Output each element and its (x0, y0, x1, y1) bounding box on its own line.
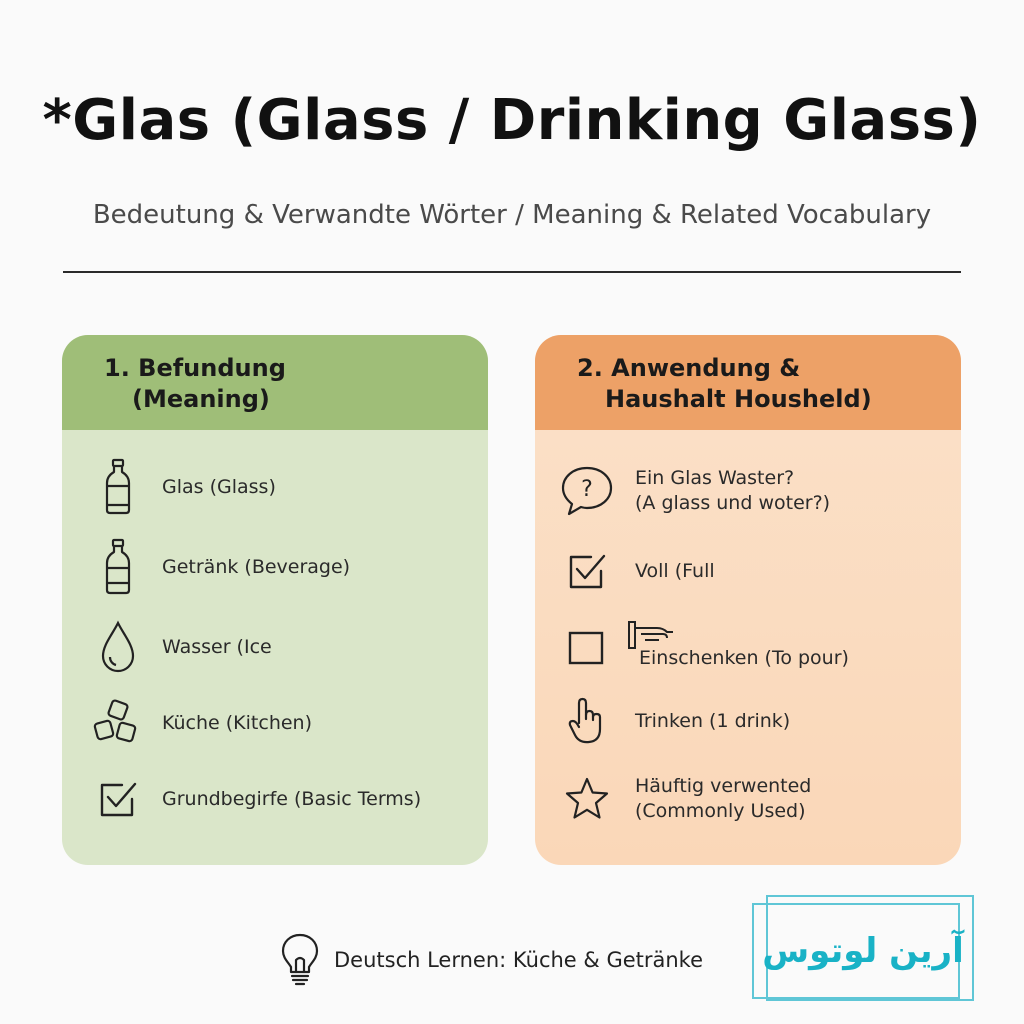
list-item (62, 459, 488, 515)
item-label: Wasser (Ice (162, 635, 272, 658)
item-label: Trinken (1 drink) (635, 709, 791, 732)
water-drop-icon (90, 619, 146, 675)
list-item (535, 771, 961, 827)
item-label: Getränk (Beverage) (162, 555, 351, 578)
list-item (535, 617, 961, 673)
checkbox-checked-icon (559, 543, 615, 599)
usage-card-title: 2. Anwendung & (577, 354, 801, 382)
checkbox-checked-icon (90, 771, 146, 827)
page-title: *Glas (Glass / Drinking Glass) (42, 88, 982, 153)
ice-cubes-icon (90, 695, 146, 751)
list-item (62, 539, 488, 595)
page-subtitle: Bedeutung & Verwandte Wörter / Meaning & Related Vocabulary (92, 200, 932, 230)
title-divider (63, 271, 961, 273)
item-label: Ein Glas Waster? (A glass und woter?) (635, 467, 831, 514)
usage-card-header (535, 335, 961, 430)
empty-checkbox-icon (559, 617, 615, 673)
list-item (535, 693, 961, 749)
list-item (535, 543, 961, 599)
item-label: Einschenken (To pour) (639, 620, 849, 671)
list-item (62, 619, 488, 675)
star-icon (559, 771, 615, 827)
lightbulb-icon (280, 932, 320, 988)
list-item (62, 695, 488, 751)
usage-card-subtitle: Haushalt Housheld) (605, 385, 872, 413)
bottle-icon (90, 539, 146, 595)
item-label: Häuftig verwented (Commonly Used) (635, 775, 812, 822)
meaning-card (62, 335, 488, 865)
list-item (535, 463, 961, 519)
footer (280, 930, 703, 990)
bottle-icon (90, 459, 146, 515)
item-label: Glas (Glass) (162, 475, 276, 498)
footer-text: Deutsch Lernen: Küche & Getränke (334, 948, 704, 972)
question-bubble-icon (559, 463, 615, 519)
pointing-hand-icon (559, 693, 615, 749)
meaning-card-subtitle: (Meaning) (132, 385, 270, 413)
watermark-text: آرین لوتوس (762, 931, 964, 971)
usage-card (535, 335, 961, 865)
svg-text:?: ? (581, 477, 593, 502)
meaning-card-title: 1. Befundung (104, 354, 286, 382)
item-label: Grundbegirfe (Basic Terms) (162, 787, 422, 810)
meaning-card-header (62, 335, 488, 430)
item-label: Küche (Kitchen) (162, 711, 313, 734)
item-label: Voll (Full (635, 559, 715, 582)
watermark-logo (752, 903, 974, 1001)
list-item (62, 771, 488, 827)
